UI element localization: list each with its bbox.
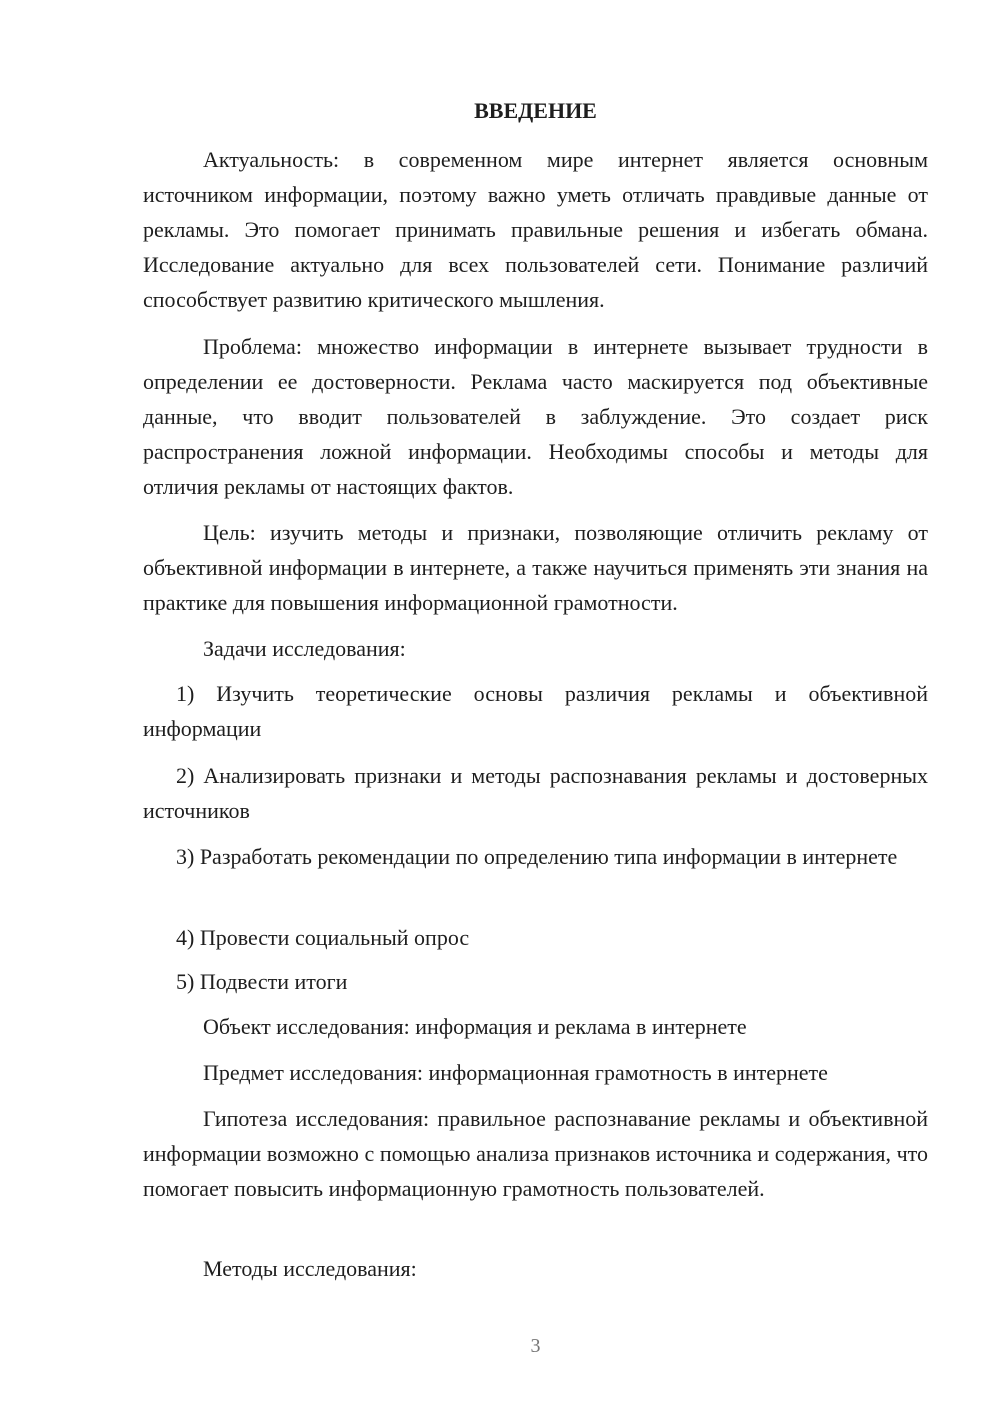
task-item-3: 3) Разработать рекомендации по определению типа информации в интернете (176, 844, 898, 869)
tasks-heading: Задачи исследования: (203, 636, 406, 661)
task-item-1: 1) Изучить теоретические основы различия рекламы и объективной информации (143, 681, 928, 741)
page-title: ВВЕДЕНИЕ (474, 98, 597, 123)
task-item-4: 4) Провести социальный опрос (176, 925, 470, 950)
methods-heading: Методы исследования: (203, 1256, 417, 1281)
hypothesis-paragraph: Гипотеза исследования: правильное распознавание рекламы и объективной информации возможно с помощью анализа признаков источника и содержания, что помогает повысить информационную грамотность пользователей. (143, 1106, 928, 1201)
problem-paragraph: Проблема: множество информации в интернете вызывает трудности в определении ее достоверности. Реклама часто маскируется под объективные данные, что вводит пользователей в заблуждение. Это создает риск распространения ложной информации. Необходимы способы и методы для отличия рекламы от настоящих фактов. (143, 334, 928, 499)
task-item-5: 5) Подвести итоги (176, 969, 348, 994)
research-subject: Предмет исследования: информационная грамотность в интернете (203, 1060, 828, 1085)
relevance-paragraph: Актуальность: в современном мире интернет является основным источником информации, поэтому важно уметь отличать правдивые данные от рекламы. Это помогает принимать правильные решения и избегать обмана. Исследование актуально для всех пользователей сети. Понимание различий способствует развитию критического мышления. (143, 147, 928, 312)
research-object: Объект исследования: информация и реклама в интернете (203, 1014, 747, 1039)
page-number: 3 (530, 1335, 541, 1357)
goal-paragraph: Цель: изучить методы и признаки, позволяющие отличить рекламу от объективной информации в интернете, а также научиться применять эти знания на практике для повышения информационной грамотности. (143, 520, 928, 615)
task-item-2: 2) Анализировать признаки и методы распознавания рекламы и достоверных источников (143, 763, 928, 823)
